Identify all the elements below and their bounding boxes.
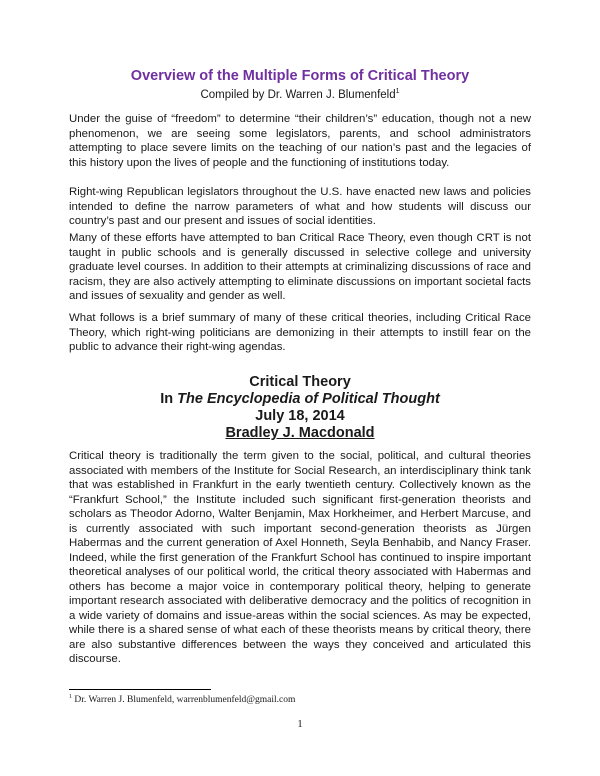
intro-paragraph-3: Many of these efforts have attempted to ban Critical Race Theory, even though CRT is not taught in public schools and is generally discussed in selective college and university graduate level courses. In addition to their attempts at criminalizing discussions of race and racism, they are also actively attempting to eliminate discussions on important societal facts and issues of sexuality and gender as well. bbox=[69, 232, 531, 302]
document-title: Overview of the Multiple Forms of Critical Theory bbox=[130, 68, 470, 84]
intro-paragraph-4: What follows is a brief summary of many of these critical theories, including Critical Race Theory, which right-wing politicians are demonizing in their attempts to instill fear on the public to advance their right-wing agendas. bbox=[69, 312, 531, 353]
section-body: Critical theory is traditionally the term given to the social, political, and cultural theories associated with members of the Institute for Social Research, an interdisciplinary think tank that was established in Frankfurt in the early twentieth century. Collectively known as the “Frankfurt School,” the Institute included such significant first-generation theorists and scholars as Theodor Adorno, Walter Benjamin, Max Horkheimer, and Herbert Marcuse, and is currently associated with such important second-generation theorists as Jürgen Habermas and the current generation of Axel Honneth, Seyla Benhabib, and Nancy Fraser. Indeed, while the first generation of the Frankfurt School has continued to inspire important theoretical analyses of our political world, the critical theory associated with Habermas and others has become a major voice in contemporary political theory, helping to generate important research associated with deliberative democracy and the politics of recognition in a wide variety of domains and issue-areas within the social sciences. As may be expected, while there is a shared sense of what each of these theorists means by critical theory, there are also substantive differences between the ways they conceived and articulated this discourse. bbox=[69, 450, 531, 665]
section-source bbox=[0, 391, 600, 408]
footnote-ref: 1 bbox=[69, 694, 72, 700]
section-source-prefix: In bbox=[160, 391, 178, 407]
byline-text: Compiled by Dr. Warren J. Blumenfeld bbox=[200, 88, 396, 101]
intro-paragraph-1: Under the guise of “freedom” to determine “their children’s” education, though not a new phenomenon, we are seeing some legislators, parents, and school administrators attempting to place severe limits on the teaching of our nation’s past and the legacies of this history upon the lives of people and the functioning of institutions today. bbox=[69, 113, 531, 169]
section-source-title: The Encyclopedia of Political Thought bbox=[177, 391, 440, 407]
footnote bbox=[69, 694, 295, 705]
section-heading: Critical Theory bbox=[249, 374, 351, 390]
byline bbox=[0, 88, 600, 101]
section-author-name: Bradley J. Macdonald bbox=[225, 425, 375, 441]
footnote-divider bbox=[69, 689, 211, 690]
footnote-marker: 1 bbox=[395, 88, 400, 95]
page-number: 1 bbox=[297, 718, 303, 730]
intro-paragraph-2: Right-wing Republican legislators throughout the U.S. have enacted new laws and policies intended to define the narrow parameters of what and how students will discuss our country’s past and our present and issues of social identities. bbox=[69, 186, 531, 227]
section-author bbox=[0, 425, 600, 442]
footnote-text: Dr. Warren J. Blumenfeld, warrenblumenfeld@gmail.com bbox=[72, 695, 296, 706]
section-date: July 18, 2014 bbox=[255, 408, 345, 424]
